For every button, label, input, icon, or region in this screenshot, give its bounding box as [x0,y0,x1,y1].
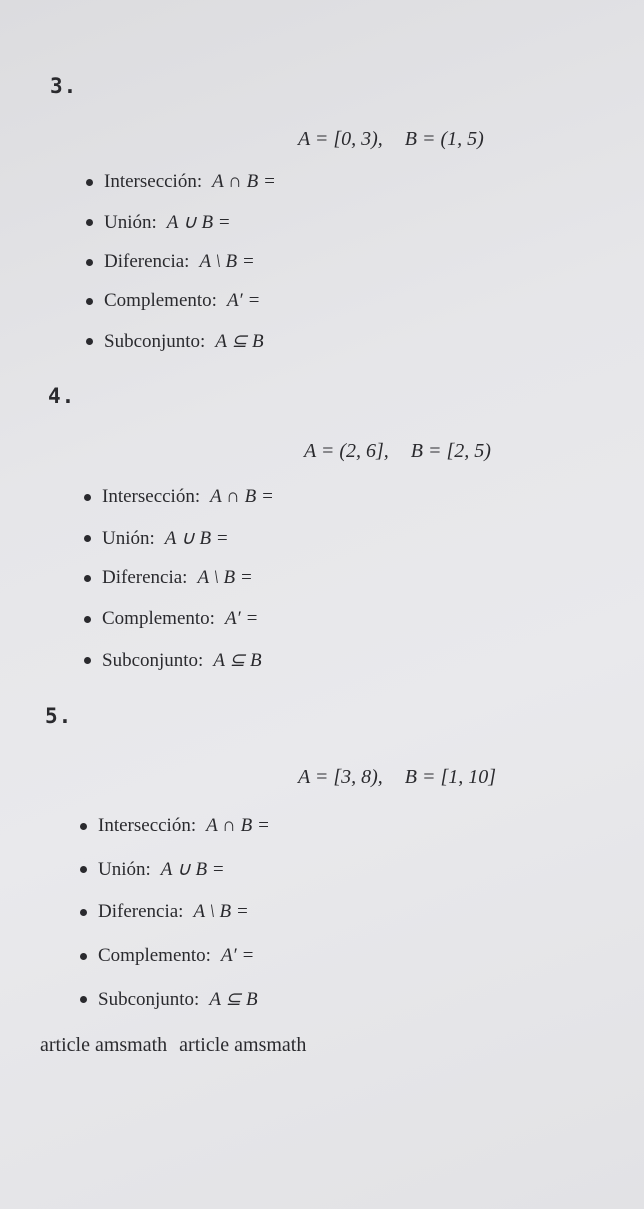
set-b: B = (1, 5) [404,128,484,150]
bullet-icon [86,298,93,305]
item-label: Intersección: [102,486,201,507]
item-expression: A′ = [224,608,259,629]
list-item-union [84,527,229,550]
list-item-interseccion [84,486,274,508]
bullet-icon [84,535,91,542]
item-expression: A ⊆ B [209,989,258,1010]
bullet-icon [80,866,87,873]
bullet-icon [86,179,93,186]
bullet-icon [86,219,93,226]
list-item-complemento [80,945,254,967]
item-label: Diferencia: [102,567,188,588]
list-item-interseccion [80,815,270,837]
item-label: Complemento: [104,290,217,311]
exercise-number: 3. [50,74,78,98]
item-label: Intersección: [104,171,203,192]
set-a: A = [0, 3), [298,128,383,150]
set-definitions [304,440,491,463]
item-label: Subconjunto: [102,649,204,671]
item-label: Diferencia: [98,901,184,922]
bullet-icon [84,575,91,582]
item-expression: A ∩ B = [206,815,270,836]
item-label: Unión: [102,527,155,549]
bullet-icon [86,338,93,345]
item-expression: A ∩ B = [212,171,276,192]
item-label: Unión: [104,211,157,233]
list-item-union [80,858,225,881]
list-item-union [86,211,231,234]
item-label: Diferencia: [104,251,190,272]
footer-part-2: article amsmath [179,1034,307,1056]
bullet-icon [84,657,91,664]
item-label: Complemento: [98,945,211,966]
item-expression: A′ = [220,945,255,966]
set-a: A = (2, 6], [304,440,389,462]
item-expression: A ⊆ B [213,650,262,671]
bullet-icon [80,996,87,1003]
list-item-complemento [86,290,260,312]
set-b: B = [2, 5) [410,440,491,462]
list-item-subconjunto [86,330,264,353]
item-expression: A ∪ B = [160,859,225,880]
footer-part-1: article amsmath [40,1034,168,1056]
item-label: Unión: [98,858,151,880]
list-item-complemento [84,608,258,630]
list-item-diferencia [80,901,249,923]
bullet-icon [80,953,87,960]
set-a: A = [3, 8), [298,766,383,788]
list-item-diferencia [86,251,255,273]
item-label: Subconjunto: [104,330,206,352]
item-label: Complemento: [102,608,215,629]
list-item-interseccion [86,171,276,193]
list-item-subconjunto [84,649,262,672]
set-definitions [298,766,496,789]
exercise-number: 4. [48,384,76,408]
set-definitions [298,128,484,151]
bullet-icon [86,259,93,266]
item-expression: A ∩ B = [210,486,274,507]
item-label: Subconjunto: [98,988,200,1010]
exercise-number: 5. [45,704,73,728]
set-b: B = [1, 10] [404,766,497,788]
bullet-icon [84,616,91,623]
item-expression: A ∪ B = [164,528,229,549]
list-item-subconjunto [80,988,258,1011]
bullet-icon [80,823,87,830]
item-label: Intersección: [98,815,197,836]
item-expression: A ⊆ B [215,331,264,352]
item-expression: A \ B = [197,567,253,588]
bullet-icon [84,494,91,501]
item-expression: A ∪ B = [166,212,231,233]
footer-text [40,1034,306,1057]
item-expression: A \ B = [193,901,249,922]
bullet-icon [80,909,87,916]
item-expression: A′ = [226,290,261,311]
item-expression: A \ B = [199,251,255,272]
list-item-diferencia [84,567,253,589]
